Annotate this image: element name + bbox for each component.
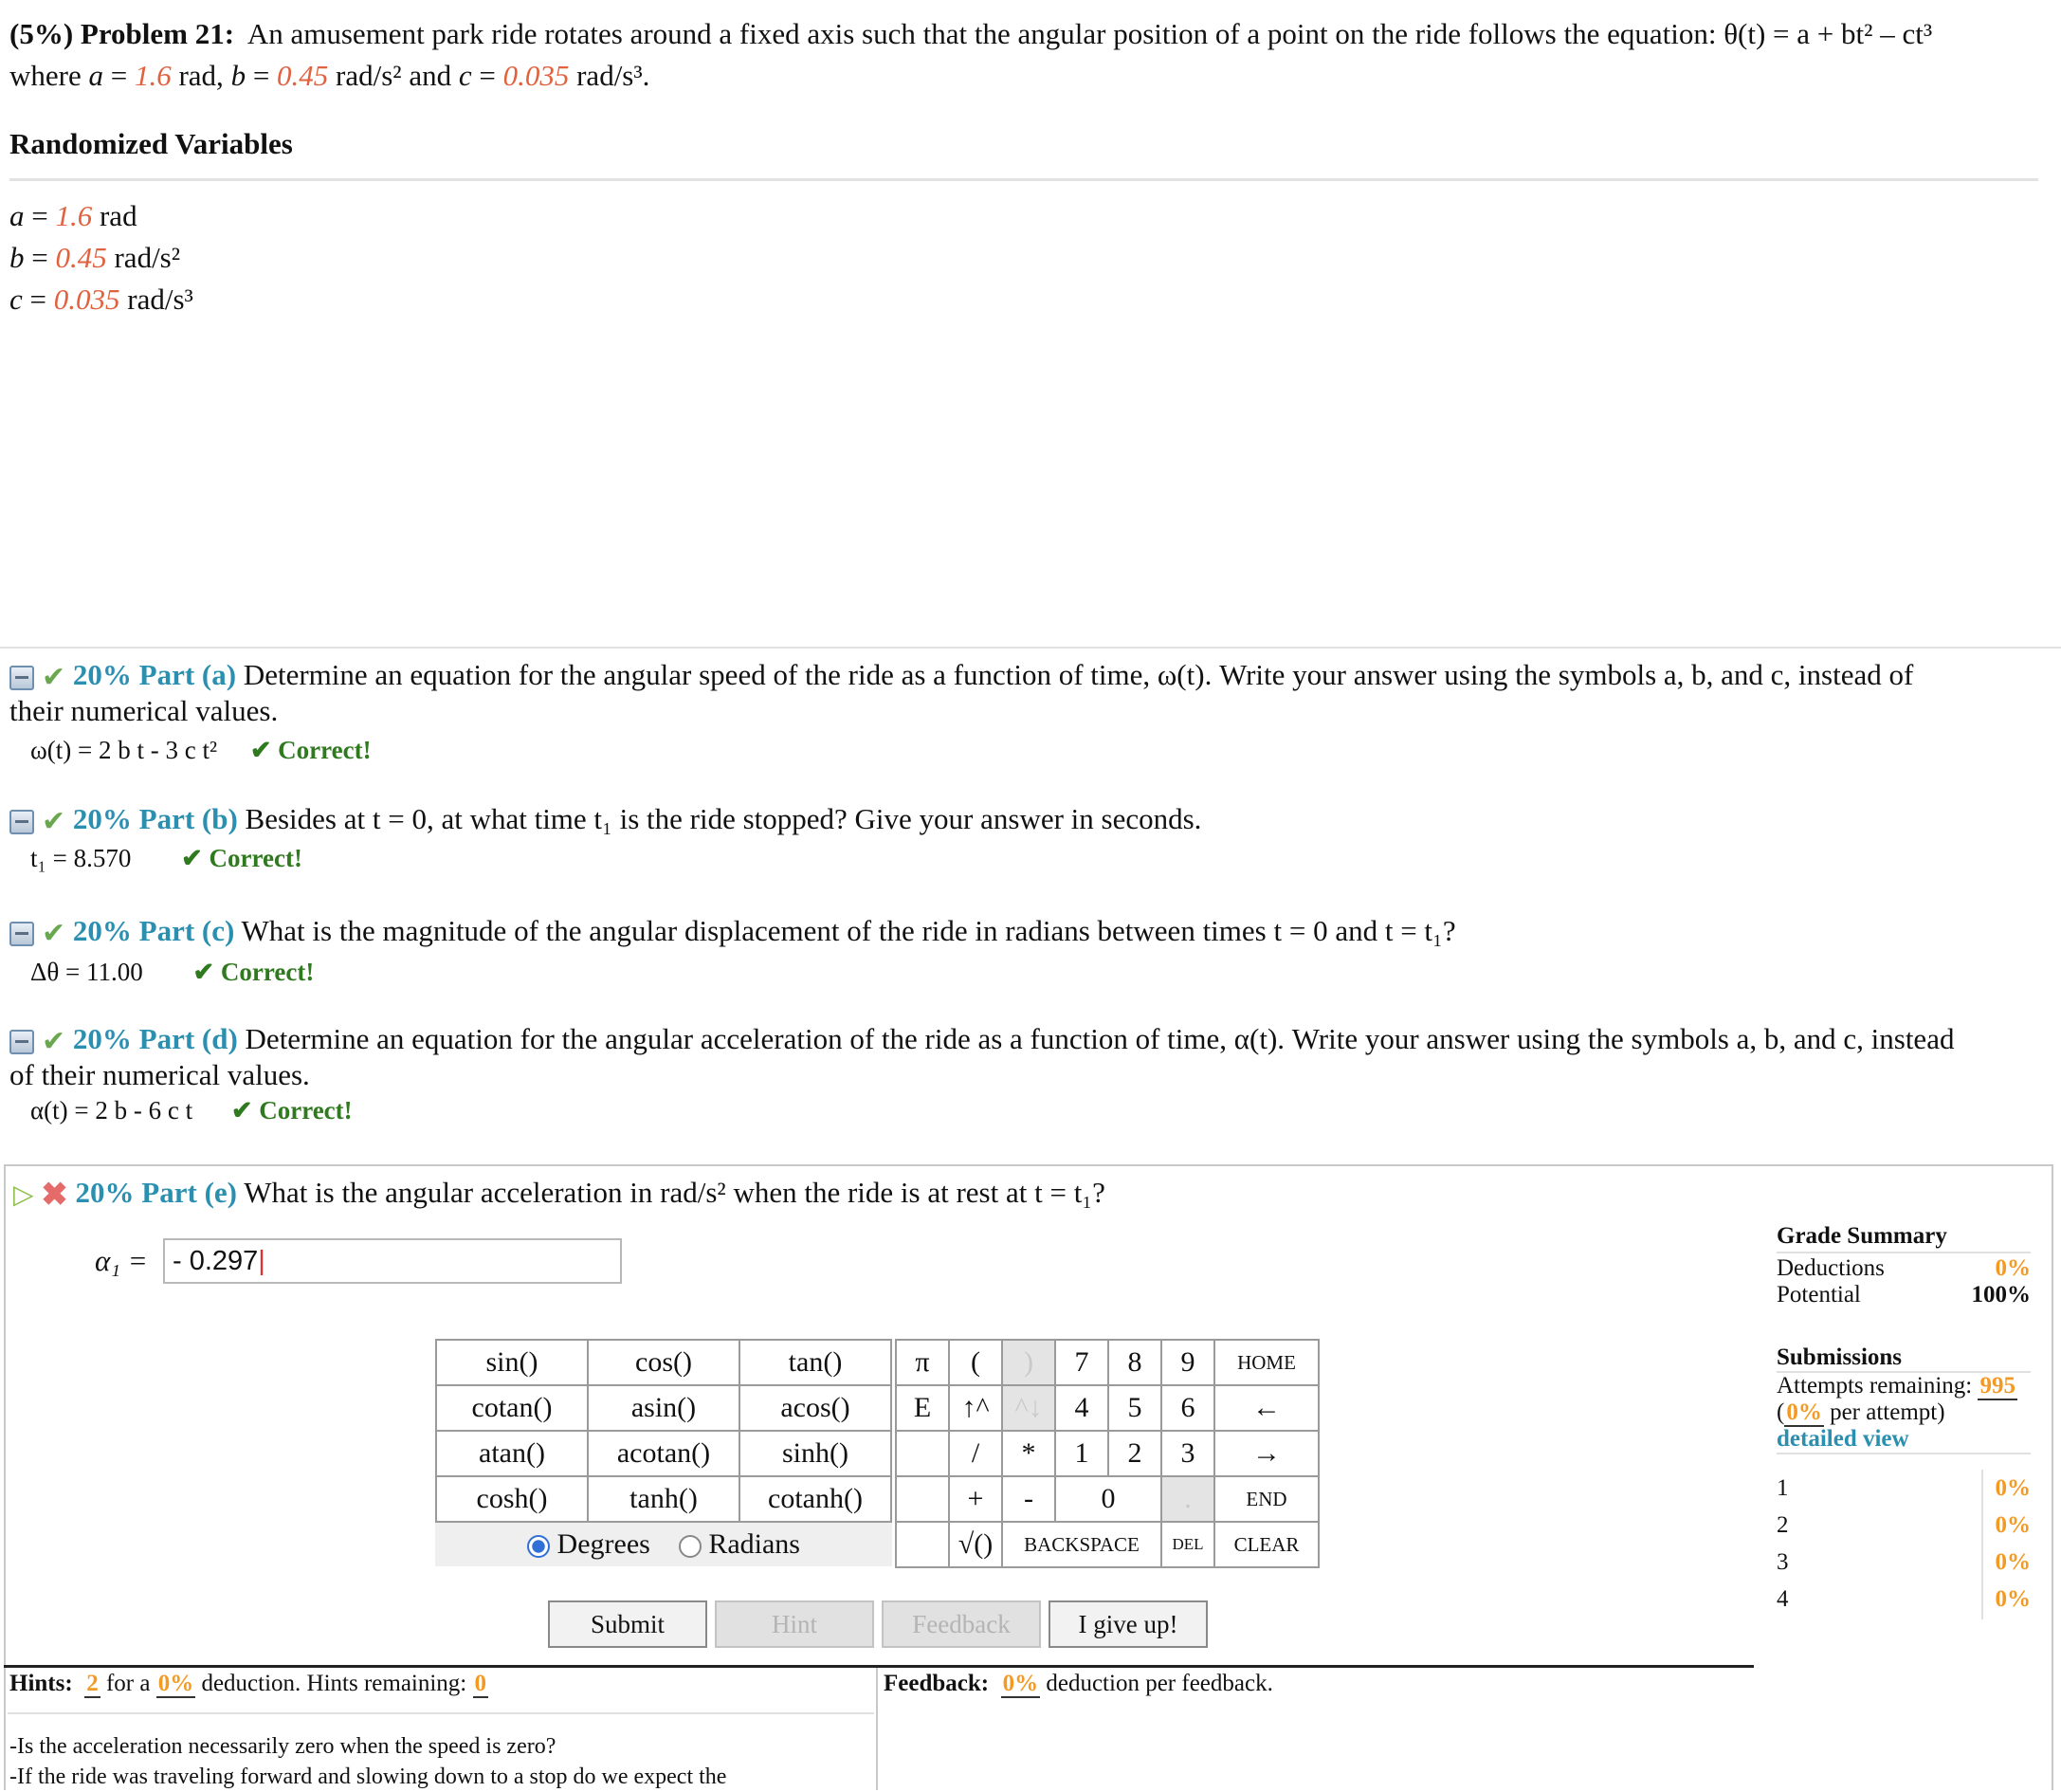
numeric-keypad — [895, 1339, 1320, 1568]
part-a-status: ✔ Correct! — [249, 736, 372, 764]
part-d-status: ✔ Correct! — [230, 1096, 353, 1125]
problem-text: An amusement park ride rotates around a fixed axis such that the angular position of a point on the ride follows the equation: θ(t) = a + bt² – ct³ — [246, 17, 1933, 50]
key-home[interactable]: HOME — [1214, 1340, 1319, 1385]
collapse-icon[interactable] — [9, 1030, 34, 1054]
key-tanh[interactable]: tanh() — [588, 1476, 739, 1522]
key-right[interactable]: → — [1214, 1431, 1319, 1476]
submission-row: 2 0% — [1777, 1512, 2031, 1538]
attempts-remaining: Attempts remaining: 995 — [1777, 1373, 2015, 1399]
key-blank — [896, 1476, 949, 1522]
hints-list — [9, 1731, 863, 1792]
per-attempt: (0% per attempt) — [1777, 1399, 1945, 1425]
function-keypad — [435, 1339, 892, 1523]
key-clear[interactable]: CLEAR — [1214, 1522, 1319, 1567]
key-blank — [896, 1522, 949, 1567]
part-d — [9, 1020, 2057, 1061]
b-value: 0.45 — [277, 59, 329, 92]
key-9[interactable]: 9 — [1161, 1340, 1214, 1385]
key-blank — [896, 1431, 949, 1476]
key-0[interactable]: 0 — [1055, 1476, 1161, 1522]
part-a — [9, 656, 2048, 697]
checkmark-icon: ✔ — [42, 1025, 66, 1057]
part-d-answer-row — [30, 1096, 353, 1125]
alpha-label: α₁ = — [95, 1244, 148, 1277]
key-6[interactable]: 6 — [1161, 1385, 1214, 1431]
key-decimal[interactable]: . — [1161, 1476, 1214, 1522]
hint-1: -Is the acceleration necessarily zero when the speed is zero? — [9, 1734, 556, 1759]
key-multiply[interactable]: * — [1002, 1431, 1055, 1476]
part-a-answer: ω(t) = 2 b t - 3 c t² — [30, 736, 218, 764]
part-c-label: 20% Part (c) — [72, 914, 235, 947]
submission-row: 3 0% — [1777, 1549, 2031, 1575]
key-atan[interactable]: atan() — [436, 1431, 588, 1476]
problem-where: where a = 1.6 rad, b = 0.45 rad/s² and c = 0.035 rad/s³. — [9, 59, 650, 92]
hint-2: -If the ride was traveling forward and slowing down to a stop do we expect the — [9, 1765, 727, 1789]
divider — [8, 1712, 874, 1714]
part-c-answer: Δθ = 11.00 — [30, 958, 143, 986]
key-acotan[interactable]: acotan() — [588, 1431, 739, 1476]
deductions-label: Deductions — [1777, 1255, 1885, 1281]
collapse-icon[interactable] — [9, 666, 34, 690]
detailed-view-link[interactable]: detailed view — [1777, 1426, 2031, 1454]
part-b-status: ✔ Correct! — [181, 844, 302, 872]
grade-summary — [1777, 1223, 2031, 1454]
radians-label: Radians — [708, 1528, 800, 1560]
key-8[interactable]: 8 — [1108, 1340, 1161, 1385]
problem-weight: (5%) — [9, 17, 74, 50]
part-b-answer: t₁ = 8.570 — [30, 844, 132, 872]
feedback-button[interactable]: Feedback — [882, 1600, 1041, 1648]
var-b: b = 0.45 rad/s² — [9, 241, 181, 274]
key-5[interactable]: 5 — [1108, 1385, 1161, 1431]
hint-button[interactable]: Hint — [715, 1600, 874, 1648]
key-superscript[interactable]: ↑^ — [949, 1385, 1002, 1431]
part-c-answer-row — [30, 958, 314, 987]
part-b-question: Besides at t = 0, at what time t₁ is the ride stopped? Give your answer in seconds. — [245, 802, 1202, 835]
key-3[interactable]: 3 — [1161, 1431, 1214, 1476]
randomized-list — [9, 195, 193, 320]
divider — [4, 1665, 1754, 1668]
part-d-question-cont: of their numerical values. — [9, 1058, 310, 1091]
key-close-paren[interactable]: ) — [1002, 1340, 1055, 1385]
key-del[interactable]: DEL — [1161, 1522, 1214, 1567]
part-b — [9, 800, 2048, 841]
key-sinh[interactable]: sinh() — [739, 1431, 891, 1476]
key-sqrt[interactable]: √() — [949, 1522, 1002, 1567]
key-tan[interactable]: tan() — [739, 1340, 891, 1385]
problem-statement — [9, 15, 2057, 53]
angle-mode — [435, 1523, 892, 1566]
key-end[interactable]: END — [1214, 1476, 1319, 1522]
deductions-value: 0% — [1995, 1255, 2031, 1281]
part-e-question: What is the angular acceleration in rad/s² when the ride is at rest at t = t₁? — [244, 1176, 1105, 1209]
divider — [876, 1668, 878, 1790]
part-b-answer-row — [30, 844, 302, 873]
key-backspace[interactable]: BACKSPACE — [1002, 1522, 1161, 1567]
submission-row: 1 0% — [1777, 1475, 2031, 1501]
checkmark-icon: ✔ — [42, 917, 66, 949]
part-a-question: Determine an equation for the angular speed of the ride as a function of time, ω(t). Write your answer using the symbols a, b, and c, instead of — [243, 658, 1914, 691]
key-subscript[interactable]: ^↓ — [1002, 1385, 1055, 1431]
key-cotan[interactable]: cotan() — [436, 1385, 588, 1431]
var-c: c = 0.035 rad/s³ — [9, 283, 193, 316]
radians-radio[interactable] — [679, 1535, 702, 1558]
part-c-question: What is the magnitude of the angular displacement of the ride in radians between times t = 0 and t = t₁? — [241, 914, 1456, 947]
part-b-label: 20% Part (b) — [72, 802, 238, 835]
degrees-radio[interactable] — [527, 1535, 550, 1558]
degrees-label: Degrees — [556, 1528, 650, 1560]
answer-input[interactable]: - 0.297| — [163, 1238, 622, 1284]
part-d-question: Determine an equation for the angular acceleration of the ride as a function of time, α(t). Write your answer using the symbols a, b, and c, instead — [245, 1022, 1955, 1055]
randomized-heading: Randomized Variables — [9, 127, 293, 160]
submission-row: 4 0% — [1777, 1586, 2031, 1612]
hints-header: Hints: 2 for a 0% deduction. Hints remaining: 0 — [9, 1671, 486, 1696]
grade-summary-heading: Grade Summary — [1777, 1223, 2031, 1253]
key-4[interactable]: 4 — [1055, 1385, 1108, 1431]
key-asin[interactable]: asin() — [588, 1385, 739, 1431]
key-pi[interactable]: π — [896, 1340, 949, 1385]
give-up-button[interactable]: I give up! — [1049, 1600, 1208, 1648]
submissions-heading: Submissions — [1777, 1344, 2031, 1373]
part-a-label: 20% Part (a) — [72, 658, 237, 691]
divider — [0, 647, 2061, 649]
checkmark-icon: ✔ — [42, 805, 66, 837]
key-plus[interactable]: + — [949, 1476, 1002, 1522]
key-cotanh[interactable]: cotanh() — [739, 1476, 891, 1522]
part-a-answer-row — [30, 736, 372, 765]
potential-label: Potential — [1777, 1282, 1861, 1307]
key-e[interactable]: E — [896, 1385, 949, 1431]
key-sin[interactable]: sin() — [436, 1340, 588, 1385]
problem-title: Problem 21: — [80, 17, 235, 50]
submit-button[interactable]: Submit — [548, 1600, 707, 1648]
key-1[interactable]: 1 — [1055, 1431, 1108, 1476]
part-c — [9, 912, 2048, 953]
a-value: 1.6 — [134, 59, 172, 92]
collapse-icon[interactable] — [9, 810, 34, 834]
play-icon[interactable]: ▷ — [13, 1179, 34, 1210]
c-value: 0.035 — [502, 59, 570, 92]
var-a: a = 1.6 rad — [9, 199, 137, 232]
key-cos[interactable]: cos() — [588, 1340, 739, 1385]
key-cosh[interactable]: cosh() — [436, 1476, 588, 1522]
collapse-icon[interactable] — [9, 922, 34, 946]
divider — [9, 178, 2038, 181]
key-acos[interactable]: acos() — [739, 1385, 891, 1431]
key-open-paren[interactable]: ( — [949, 1340, 1002, 1385]
part-a-question-cont: their numerical values. — [9, 694, 279, 727]
cross-icon: ✖ — [41, 1177, 68, 1213]
key-left[interactable]: ← — [1214, 1385, 1319, 1431]
key-divide[interactable]: / — [949, 1431, 1002, 1476]
feedback-header: Feedback: 0% deduction per feedback. — [884, 1671, 1273, 1696]
potential-value: 100% — [1971, 1282, 2031, 1307]
part-d-label: 20% Part (d) — [72, 1022, 238, 1055]
part-e-label: 20% Part (e) — [75, 1176, 237, 1209]
key-2[interactable]: 2 — [1108, 1431, 1161, 1476]
part-d-answer: α(t) = 2 b - 6 c t — [30, 1096, 193, 1125]
key-minus[interactable]: - — [1002, 1476, 1055, 1522]
part-e — [13, 1174, 1720, 1215]
submission-rows — [1777, 1470, 2031, 1618]
checkmark-icon: ✔ — [42, 661, 66, 693]
part-c-status: ✔ Correct! — [192, 958, 315, 986]
key-7[interactable]: 7 — [1055, 1340, 1108, 1385]
